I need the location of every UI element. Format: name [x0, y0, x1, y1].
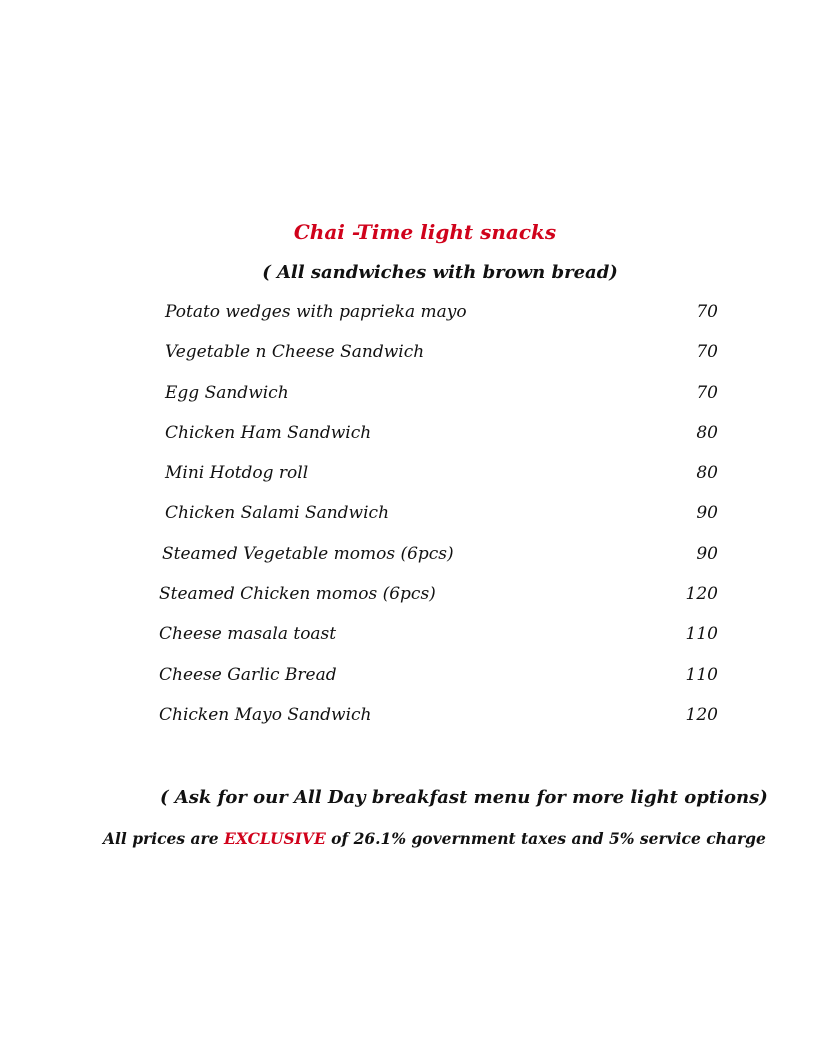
menu-list — [0, 302, 816, 745]
menu-item-name: Potato wedges with paprieka mayo — [165, 302, 467, 322]
menu-item-price: 90 — [696, 503, 718, 524]
menu-item-name: Cheese masala toast — [159, 624, 337, 645]
menu-item-name: Cheese Garlic Bread — [159, 664, 337, 685]
menu-item — [0, 544, 816, 584]
menu-item-price: 80 — [696, 463, 718, 484]
menu-item — [0, 302, 816, 342]
disclaimer-highlight: EXCLUSIVE — [224, 829, 326, 848]
menu-item-price: 70 — [696, 382, 718, 403]
menu-item — [0, 624, 816, 664]
menu-item-price: 110 — [685, 624, 718, 645]
menu-item-price: 70 — [696, 302, 718, 322]
price-disclaimer — [103, 829, 766, 848]
menu-item-price: 80 — [696, 422, 718, 443]
menu-item-name: Chicken Salami Sandwich — [165, 503, 390, 524]
menu-item — [0, 665, 816, 705]
menu-item — [0, 342, 816, 382]
menu-subtitle: ( All sandwiches with brown bread) — [262, 262, 618, 283]
menu-item-name: Chicken Ham Sandwich — [165, 422, 372, 443]
menu-item-name: Mini Hotdog roll — [165, 463, 309, 484]
menu-item — [0, 503, 816, 543]
menu-item — [0, 423, 816, 463]
menu-item-name: Vegetable n Cheese Sandwich — [165, 342, 425, 363]
menu-item-price: 70 — [696, 342, 718, 363]
menu-title: Chai -Time light snacks — [293, 220, 557, 244]
menu-item-name: Egg Sandwich — [165, 382, 289, 403]
menu-item — [0, 463, 816, 503]
disclaimer-suffix: of 26.1% government taxes and 5% service charge — [331, 829, 766, 848]
menu-item-price: 120 — [685, 704, 718, 725]
menu-item — [0, 383, 816, 423]
menu-item-price: 90 — [696, 543, 718, 564]
menu-item-name: Steamed Chicken momos (6pcs) — [159, 584, 436, 605]
menu-item-price: 120 — [685, 584, 718, 605]
menu-item-name: Steamed Vegetable momos (6pcs) — [162, 543, 454, 564]
disclaimer-prefix: All prices are — [103, 829, 219, 848]
breakfast-menu-note: ( Ask for our All Day breakfast menu for more light options) — [160, 787, 768, 808]
menu-item — [0, 584, 816, 624]
menu-item — [0, 705, 816, 745]
menu-item-price: 110 — [685, 664, 718, 685]
menu-item-name: Chicken Mayo Sandwich — [159, 704, 372, 725]
